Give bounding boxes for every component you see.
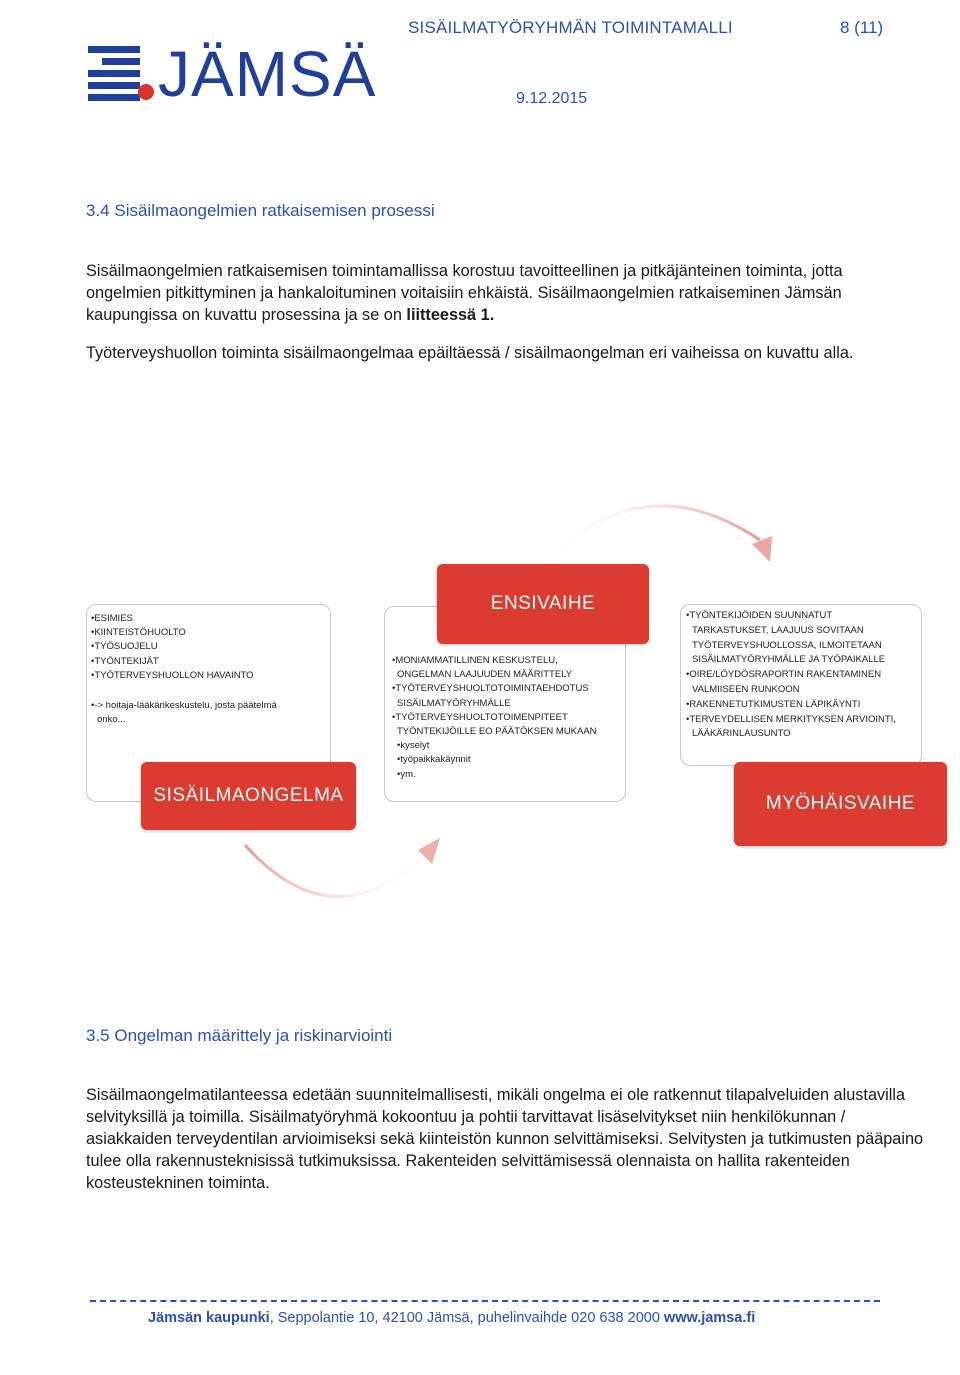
list-myohaisvaihe — [686, 609, 896, 742]
list-subitem: •kyselyt — [397, 740, 430, 752]
list-item: •TYÖTERVEYSHUOLTOTOIMENPITEET — [392, 711, 568, 723]
appendix-reference: liitteessä 1. — [406, 306, 495, 324]
label-ensivaihe: ENSIVAIHE — [437, 564, 649, 644]
list-ensivaihe — [392, 654, 597, 782]
list-item: •TYÖTERVEYSHUOLLON HAVAINTO — [91, 669, 254, 681]
list-note: onko... — [97, 714, 126, 726]
paragraph-risk-assessment: Sisäilmaongelmatilanteessa edetään suunnitelmallisesti, mikäli ongelma ei ole ratkennut tilapalveluiden alustavilla selvityksillä ja toimilla. Sisäilmatyöryhmä kokoontuu ja pohtii tarvittavat lisäselvitykset niin henkilökunnan / asiakkaiden terveydentilan arvioimiseksi sekä kiinteistön kunnon selvittämiseksi. Selvitysten ja tutkimusten pääpaino tulee olla rakennusteknisissä tutkimuksissa. Rakenteiden selvittämisessä olennaista on hallita rakenteiden kosteustekninen toiminta. — [86, 1086, 924, 1192]
arrow-bottom-head — [418, 838, 440, 864]
footer-org: Jämsän kaupunki — [148, 1310, 270, 1326]
list-item: SISÄILMATYÖRYHMÄLLE JA TYÖPAIKALLE — [692, 654, 886, 666]
list-item: •RAKENNETUTKIMUSTEN LÄPIKÄYNTI — [686, 698, 861, 710]
list-item: LÄÄKÄRINLAUSUNTO — [692, 728, 791, 740]
list-item: TYÖTERVEYSHUOLLOSSA, ILMOITETAAN — [692, 639, 882, 651]
page-number: 8 (11) — [840, 18, 884, 37]
process-diagram — [0, 440, 960, 1000]
document-title: SISÄILMATYÖRYHMÄN TOIMINTAMALLI — [408, 18, 733, 37]
document-date: 9.12.2015 — [516, 90, 588, 107]
list-item: SISÄILMATYÖRYHMÄLLE — [397, 697, 511, 709]
paragraph-process-intro-text: Sisäilmaongelmien ratkaisemisen toimintamallissa korostuu tavoitteellinen ja pitkäjänteinen toiminta, jotta ongelmien pitkittyminen ja hankaloituminen voitaisiin ehkäistä. Sisäilmaongelmien ratkaiseminen Jämsän kaupungissa on kuvattu prosessina ja se on — [86, 262, 843, 324]
arrow-top-arc — [540, 506, 760, 568]
footer-address: , Seppolantie 10, 42100 Jämsä, puhelinvaihde 020 638 2000 — [269, 1310, 664, 1326]
list-item: •TYÖNTEKIJÖIDEN SUUNNATUT — [686, 610, 833, 621]
footer-website-link[interactable]: www.jamsa.fi — [663, 1310, 756, 1326]
paragraph-process-intro — [86, 260, 916, 326]
list-item: •TERVEYDELLISEN MERKITYKSEN ARVIOINTI, — [686, 713, 896, 725]
jamsa-logo-text: JÄMSÄ — [158, 38, 377, 110]
list-item: •TYÖSUOJELU — [91, 641, 158, 653]
list-item: •OIRE/LÖYDÖSRAPORTIN RAKENTAMINEN — [686, 669, 882, 681]
list-item: •TYÖTERVEYSHUOLTOTOIMINTAEHDOTUS — [392, 683, 589, 695]
arrow-bottom-arc — [245, 845, 420, 897]
jamsa-logo-mark — [88, 42, 154, 102]
section-heading-3-5: 3.5 Ongelman määrittely ja riskinarviointi — [86, 1026, 393, 1045]
label-sisailmaongelma: SISÄILMAONGELMA — [141, 762, 356, 830]
list-item: TYÖNTEKIJÖILLE EO PÄÄTÖKSEN MUKAAN — [397, 726, 597, 738]
list-subitem: •työpaikkakäynnit — [397, 754, 471, 766]
list-item: •ESIMIES — [91, 613, 133, 624]
paragraph-occupational-health: Työterveyshuollon toiminta sisäilmaongelmaa epäiltäessä / sisäilmaongelman eri vaiheissa on kuvattu alla. — [86, 344, 854, 362]
list-note: •-> hoitaja-lääkärikeskustelu, josta päätelmä — [91, 700, 277, 712]
footer-divider — [90, 1300, 880, 1302]
footer-contact — [148, 1310, 755, 1326]
list-subitem: •ym. — [397, 768, 416, 780]
list-item: TARKASTUKSET, LAAJUUS SOVITAAN — [692, 624, 864, 636]
list-item: •KIINTEISTÖHUOLTO — [91, 627, 186, 639]
label-myohaisvaihe: MYÖHÄISVAIHE — [734, 762, 947, 846]
section-heading-3-4: 3.4 Sisäilmaongelmien ratkaisemisen prosessi — [86, 201, 435, 220]
arrow-top-head — [752, 536, 772, 562]
list-item: •TYÖNTEKIJÄT — [91, 655, 159, 667]
list-item: ONGELMAN LAAJUUDEN MÄÄRITTELY — [397, 669, 573, 681]
list-item: VALMIISEEN RUNKOON — [692, 683, 800, 695]
list-sisailmaongelma — [91, 612, 277, 727]
list-item: •MONIAMMATILLINEN KESKUSTELU, — [392, 655, 558, 666]
